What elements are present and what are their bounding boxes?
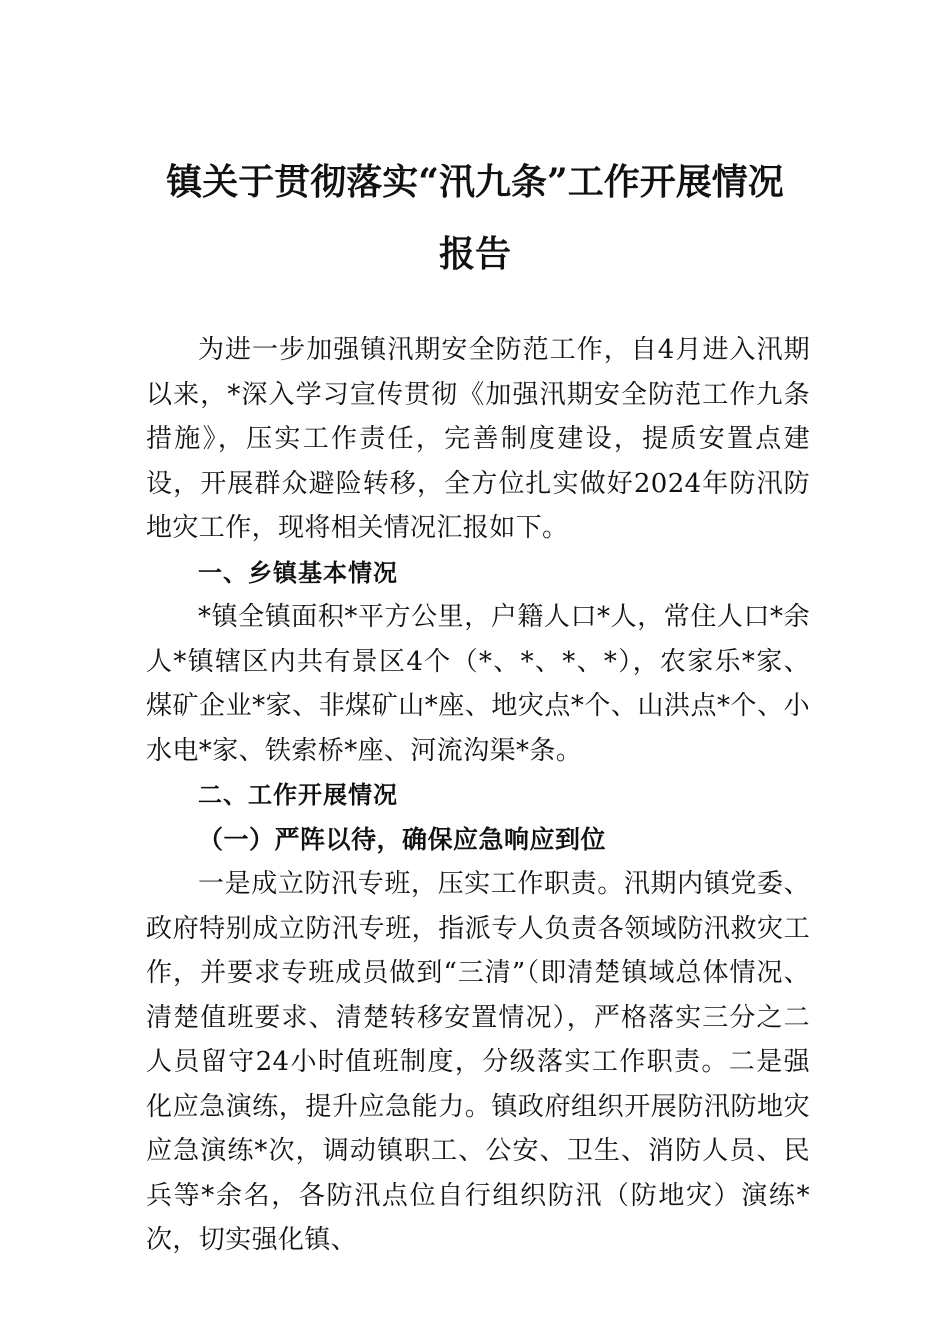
document-body bbox=[146, 328, 810, 1263]
section-1-heading: 一、乡镇基本情况 bbox=[198, 558, 398, 587]
intro-paragraph: 为进一步加强镇汛期安全防范工作，自4月进入汛期以来，*深入学习宣传贯彻《加强汛期安全防范工作九条措施》，压实工作责任，完善制度建设，提质安置点建设，开展群众避险转移，全方位扎实做好2024年防汛防地灾工作，现将相关情况汇报如下。 bbox=[146, 335, 810, 543]
section-1-paragraph: *镇全镇面积*平方公里，户籍人口*人，常住人口*余人*镇辖区内共有景区4个（*、*、*、*），农家乐*家、煤矿企业*家、非煤矿山*座、地灾点*个、山洪点*个、小水电*家、铁索桥*座、河流沟渠*条。 bbox=[146, 602, 810, 766]
section-2-heading: 二、工作开展情况 bbox=[198, 781, 398, 809]
document-title-line-1: 镇关于贯彻落实“汛九条”工作开展情况 bbox=[166, 161, 784, 203]
subsection-1-paragraph: 一是成立防汛专班，压实工作职责。汛期内镇党委、政府特别成立防汛专班，指派专人负责各领域防汛救灾工作，并要求专班成员做到“三清”（即清楚镇域总体情况、清楚值班要求、清楚转移安置情况），严格落实三分之二人员留守24小时值班制度，分级落实工作职责。二是强化应急演练，提升应急能力。镇政府组织开展防汛防地灾应急演练*次，调动镇职工、公安、卫生、消防人员、民兵等*余名，各防汛点位自行组织防汛（防地灾）演练*次，切实强化镇、 bbox=[146, 869, 810, 1255]
subsection-1-heading: （一）严阵以待，确保应急响应到位 bbox=[198, 824, 607, 854]
document-title-line-2: 报告 bbox=[438, 233, 511, 275]
